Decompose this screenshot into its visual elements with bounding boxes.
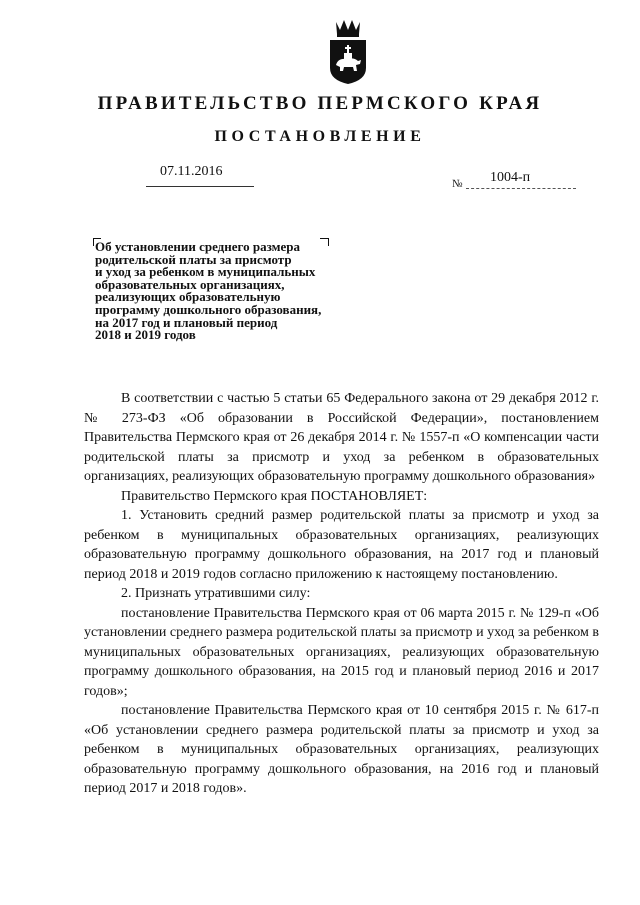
subject-bracket-right (320, 238, 328, 239)
subject-line: реализующих образовательную (95, 289, 281, 305)
decree-subject (95, 241, 375, 342)
body-paragraph-item-2: 2. Признать утратившими силу: (121, 586, 311, 601)
body-paragraph-repealed-1: постановление Правительства Пермского края от 06 марта 2015 г. № 129-п «Об установлении среднего размера родительской платы за присмотр и уход за ребенком в муниципальных образовательных организациях, реализующих образовательную программу дошкольного образования, на 2015 год и плановый период 2016 и 2017 годов»; (84, 605, 599, 699)
number-underline (466, 188, 576, 189)
government-title: ПРАВИТЕЛЬСТВО ПЕРМСКОГО КРАЯ (97, 93, 543, 114)
decree-body (84, 389, 599, 799)
subject-line: родительской платы за присмотр (95, 251, 292, 267)
perm-krai-coat-of-arms-icon (326, 18, 370, 86)
body-paragraph-repealed-2: постановление Правительства Пермского края от 10 сентября 2015 г. № 617-п «Об установлении среднего размера родительской платы за присмотр и уход за ребенком в муниципальных образовательных организациях, реализующих образовательную программу дошкольного образования, на 2016 год и плановый период 2017 и 2018 годов». (84, 703, 599, 796)
subject-line: программу дошкольного образования, (95, 301, 322, 317)
body-paragraph-item-1: 1. Установить средний размер родительской платы за присмотр и уход за ребенком в муниципальных образовательных организациях, реализующих образовательную программу дошкольного образования, на 2017 год и плановый период 2018 и 2019 годов согласно приложению к настоящему постановлению. (84, 508, 599, 582)
subject-line: 2018 и 2019 годов (95, 327, 196, 343)
body-paragraph-resolves: Правительство Пермского края ПОСТАНОВЛЯЕТ: (121, 488, 428, 504)
subject-line: и уход за ребенком в муниципальных (95, 264, 316, 280)
decree-date: 07.11.2016 (160, 164, 223, 179)
date-underline (146, 186, 254, 187)
number-sign: № (452, 178, 463, 190)
subject-bracket-left-v (93, 238, 94, 246)
subject-line: образовательных организациях, (95, 276, 285, 292)
body-paragraph-preamble: В соответствии с частью 5 статьи 65 Федерального закона от 29 декабря 2012 г. № 273-ФЗ «Об образовании в Российской Федерации», постановлением Правительства Пермского края от 26 декабря 2014 г. № 1557-п «О компенсации части родительской платы за присмотр и уход за ребенком в образовательных организациях, реализующих образовательную программу дошкольного образования» (84, 391, 599, 484)
decree-number: 1004-п (490, 170, 531, 185)
subject-line: Об установлении среднего размера (95, 239, 300, 254)
subject-line: на 2017 год и плановый период (95, 314, 278, 330)
document-type-title: ПОСТАНОВЛЕНИЕ (214, 128, 426, 145)
